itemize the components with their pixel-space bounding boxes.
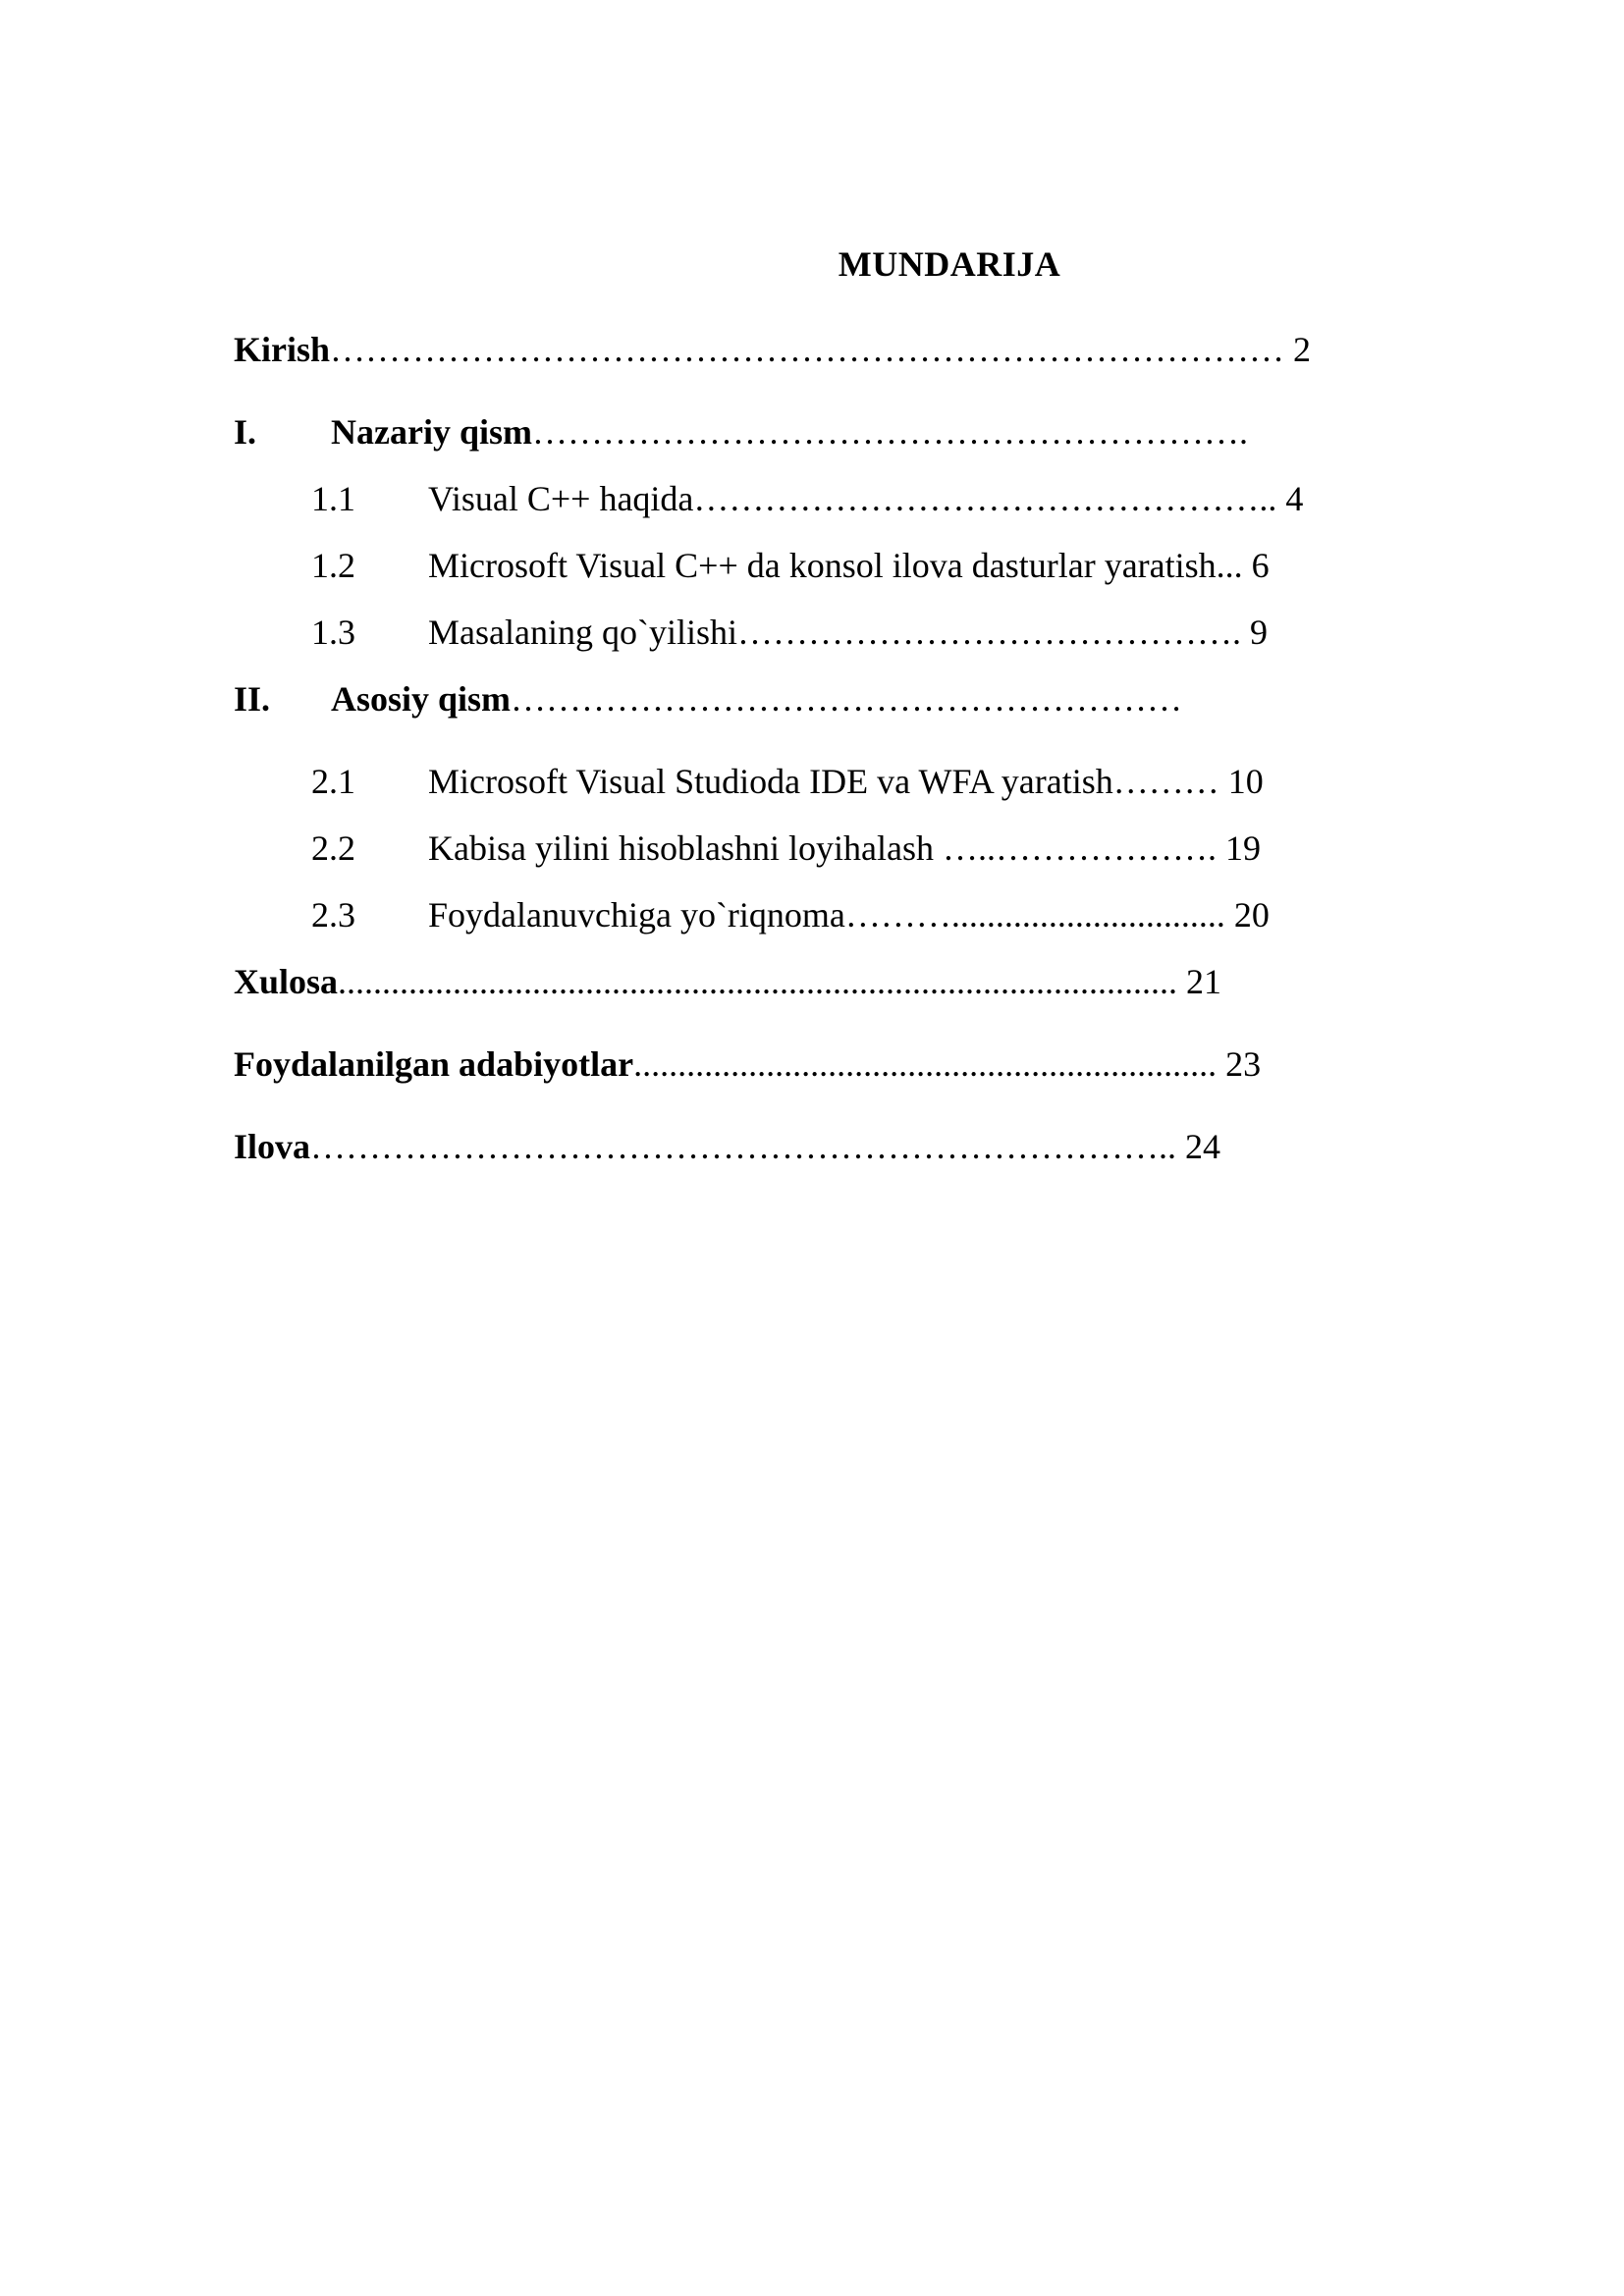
toc-entry-1-3 [311, 614, 1268, 650]
toc-entry-ilova [234, 1129, 1220, 1164]
toc-entry-2-3 [311, 897, 1270, 933]
toc-entry-label: Asosiy qism [331, 679, 512, 719]
section-number: 1.3 [311, 613, 355, 652]
section-text: Kabisa yilini hisoblashni loyihalash …..………………. 19 [428, 828, 1261, 868]
section-text: Microsoft Visual C++ da konsol ilova dasturlar yaratish... 6 [428, 546, 1270, 585]
toc-entry-label: Ilova [234, 1127, 311, 1166]
toc-entry-1-1 [311, 481, 1303, 516]
section-number: 2.3 [311, 895, 355, 934]
section-number: 2.2 [311, 828, 355, 868]
toc-entry-label: Foydalanilgan adabiyotlar [234, 1044, 634, 1084]
toc-leader: ……………………………………………………………………… 2 [330, 330, 1312, 369]
section-text: Visual C++ haqida………………………………………….. 4 [428, 479, 1304, 518]
section-number: 1.2 [311, 546, 355, 585]
toc-leader: ............................................................................................... 21 [338, 962, 1222, 1001]
section-number: 1.1 [311, 479, 355, 518]
toc-entry-label: Xulosa [234, 962, 339, 1001]
toc-entry-2-2 [311, 830, 1261, 866]
toc-entry-label: Kirish [234, 330, 331, 369]
toc-entry-kirish [234, 332, 1311, 367]
section-text: Microsoft Visual Studioda IDE va WFA yaratish……… 10 [428, 762, 1264, 801]
toc-entry-xulosa [234, 964, 1221, 999]
part-number: II. [234, 679, 271, 719]
section-text: Foydalanuvchiga yo`riqnoma………............................... 20 [428, 895, 1270, 934]
toc-entry-2-1 [311, 764, 1264, 799]
toc-leader: .................................................................. 23 [633, 1044, 1262, 1084]
toc-entry-1-2 [311, 548, 1270, 583]
toc-entry-label: Nazariy qism [331, 412, 532, 452]
toc-entry-adabiyotlar [234, 1046, 1261, 1082]
section-text: Masalaning qo`yilishi……………………………………. 9 [428, 613, 1268, 652]
toc-leader: ……………………………………………………. [531, 412, 1248, 452]
toc-title: MUNDARIJA [838, 244, 1061, 284]
toc-entry-part1 [234, 414, 1248, 450]
toc-entry-part2 [234, 681, 1182, 717]
section-number: 2.1 [311, 762, 355, 801]
toc-leader: ………………………………………………… [511, 679, 1183, 719]
part-number: I. [234, 412, 257, 452]
toc-leader: ……………………………………………………………….. 24 [310, 1127, 1221, 1166]
